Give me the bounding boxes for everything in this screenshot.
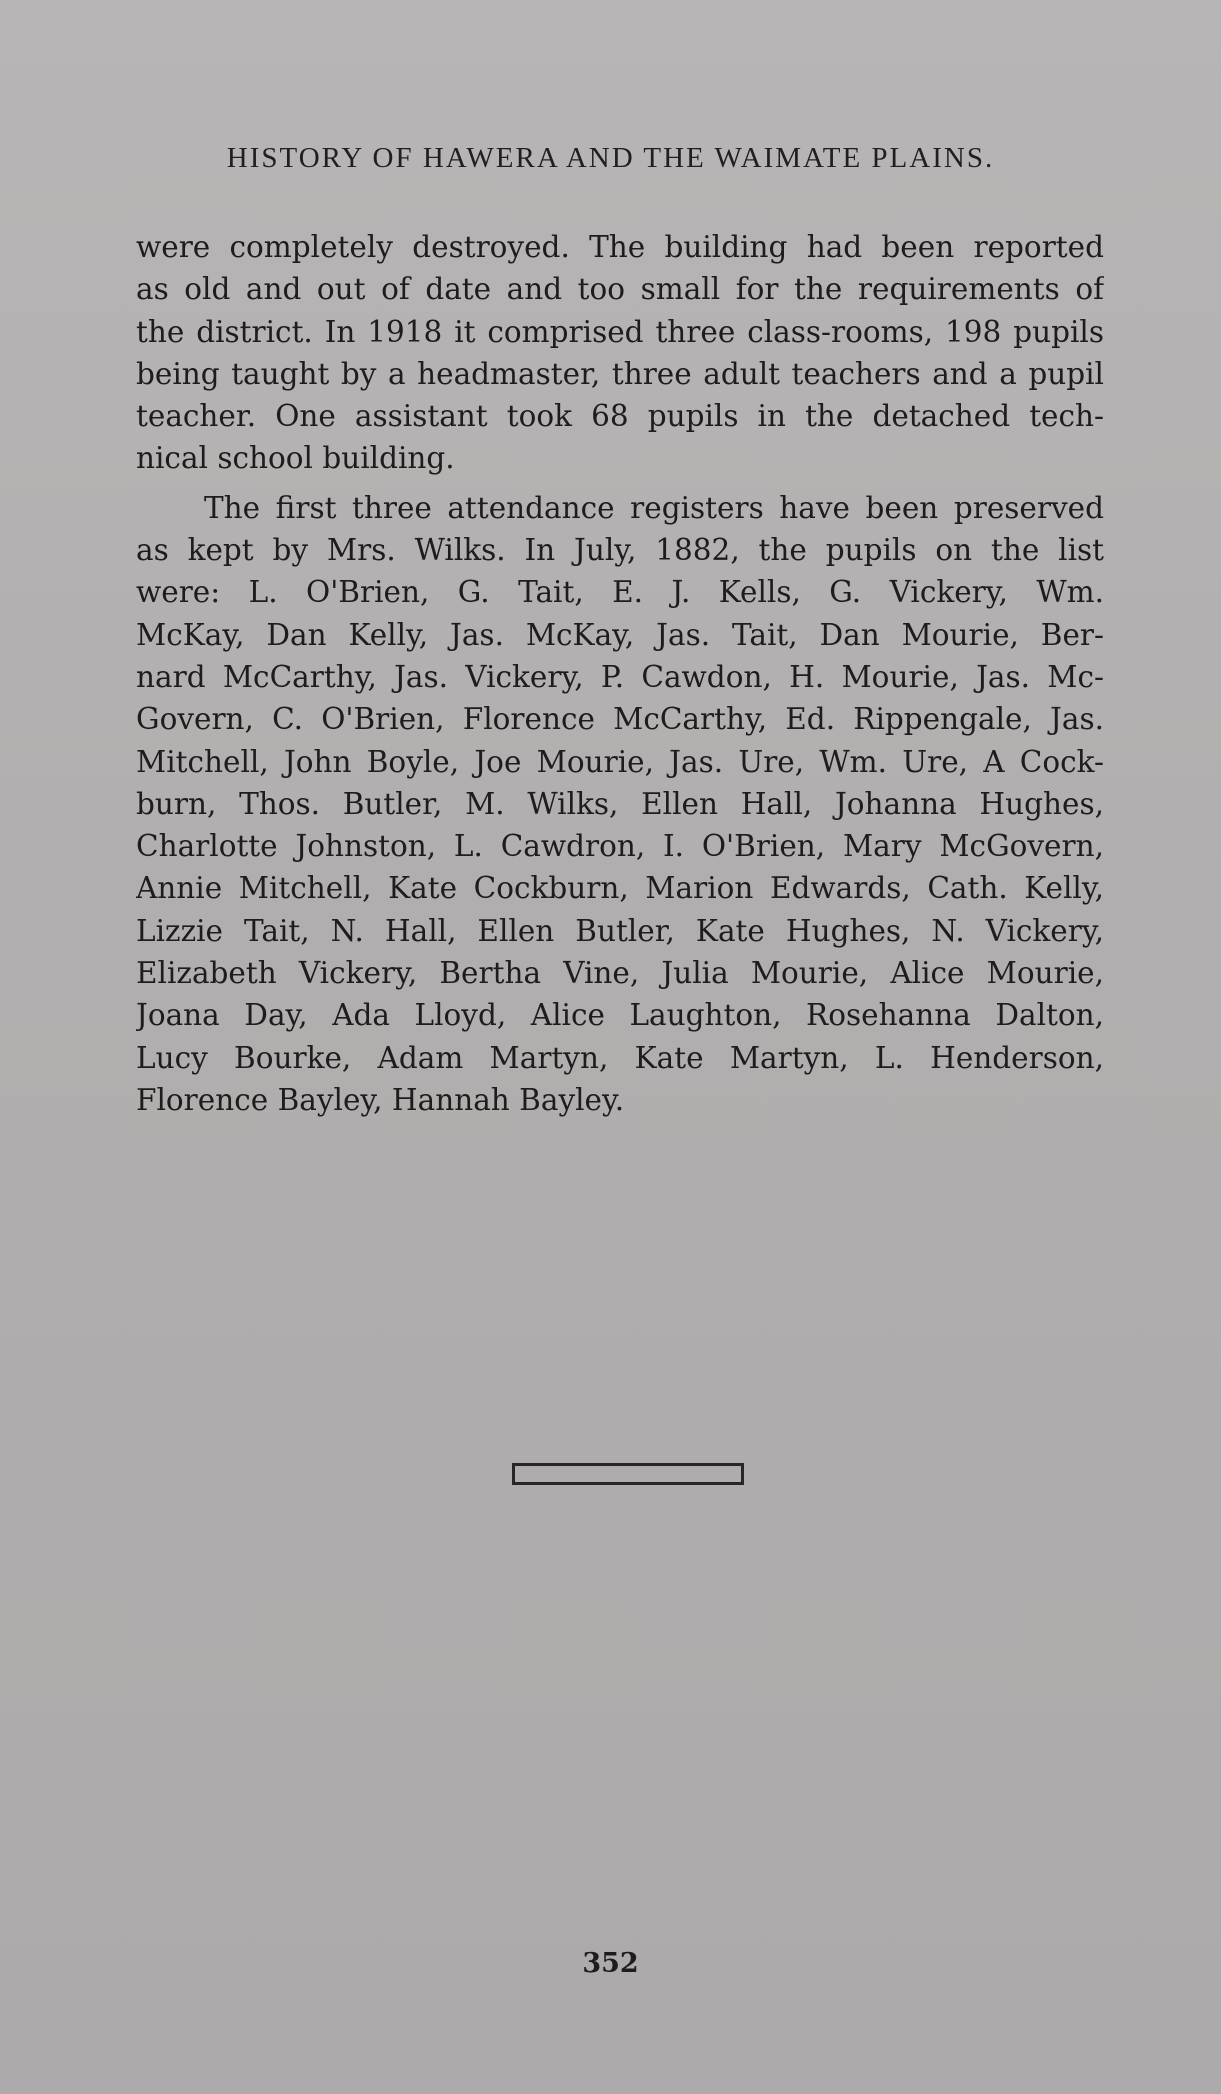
text-line: nical school building. (136, 441, 455, 476)
text-line: were: L. O'Brien, G. Tait, E. J. Kells, G. Vickery, Wm. (136, 575, 1104, 610)
running-head: HISTORY OF HAWERA AND THE WAIMATE PLAINS. (226, 142, 995, 174)
text-line: Elizabeth Vickery, Bertha Vine, Julia Mourie, Alice Mourie, (136, 956, 1104, 991)
paragraph-1 (136, 226, 1104, 480)
text-line: Mitchell, John Boyle, Joe Mourie, Jas. Ure, Wm. Ure, A Cock- (136, 744, 1104, 779)
text-line: the district. In 1918 it comprised three class-rooms, 198 pupils (136, 314, 1104, 349)
text-line: Lucy Bourke, Adam Martyn, Kate Martyn, L. Henderson, (136, 1040, 1104, 1075)
text-line: nard McCarthy, Jas. Vickery, P. Cawdon, H. Mourie, Jas. Mc- (136, 659, 1104, 694)
body-text (136, 226, 1104, 1121)
text-line: were completely destroyed. The building had been reported (136, 230, 1104, 264)
section-end-rule-ornament (512, 1463, 744, 1485)
text-line: Annie Mitchell, Kate Cockburn, Marion Edwards, Cath. Kelly, (136, 871, 1104, 906)
text-line: McKay, Dan Kelly, Jas. McKay, Jas. Tait, Dan Mourie, Ber- (136, 617, 1104, 652)
text-line: Florence Bayley, Hannah Bayley. (136, 1082, 625, 1117)
text-line: Lizzie Tait, N. Hall, Ellen Butler, Kate Hughes, N. Vickery, (136, 913, 1104, 948)
text-line: burn, Thos. Butler, M. Wilks, Ellen Hall, Johanna Hughes, (136, 786, 1104, 821)
text-line: The first three attendance registers have been preserved (204, 490, 1104, 525)
text-line: as old and out of date and too small for the requirements of (136, 272, 1104, 307)
paragraph-2 (136, 487, 1104, 1121)
page-number: 352 (582, 1948, 639, 1979)
text-line: Charlotte Johnston, L. Cawdron, I. O'Brien, Mary McGovern, (136, 829, 1104, 864)
text-line: as kept by Mrs. Wilks. In July, 1882, the pupils on the list (136, 533, 1104, 568)
text-line: teacher. One assistant took 68 pupils in the detached tech- (136, 399, 1104, 434)
text-line: Govern, C. O'Brien, Florence McCarthy, Ed. Rippengale, Jas. (136, 702, 1104, 737)
text-line: being taught by a headmaster, three adult teachers and a pupil (136, 356, 1104, 391)
text-line: Joana Day, Ada Lloyd, Alice Laughton, Rosehanna Dalton, (136, 998, 1104, 1033)
